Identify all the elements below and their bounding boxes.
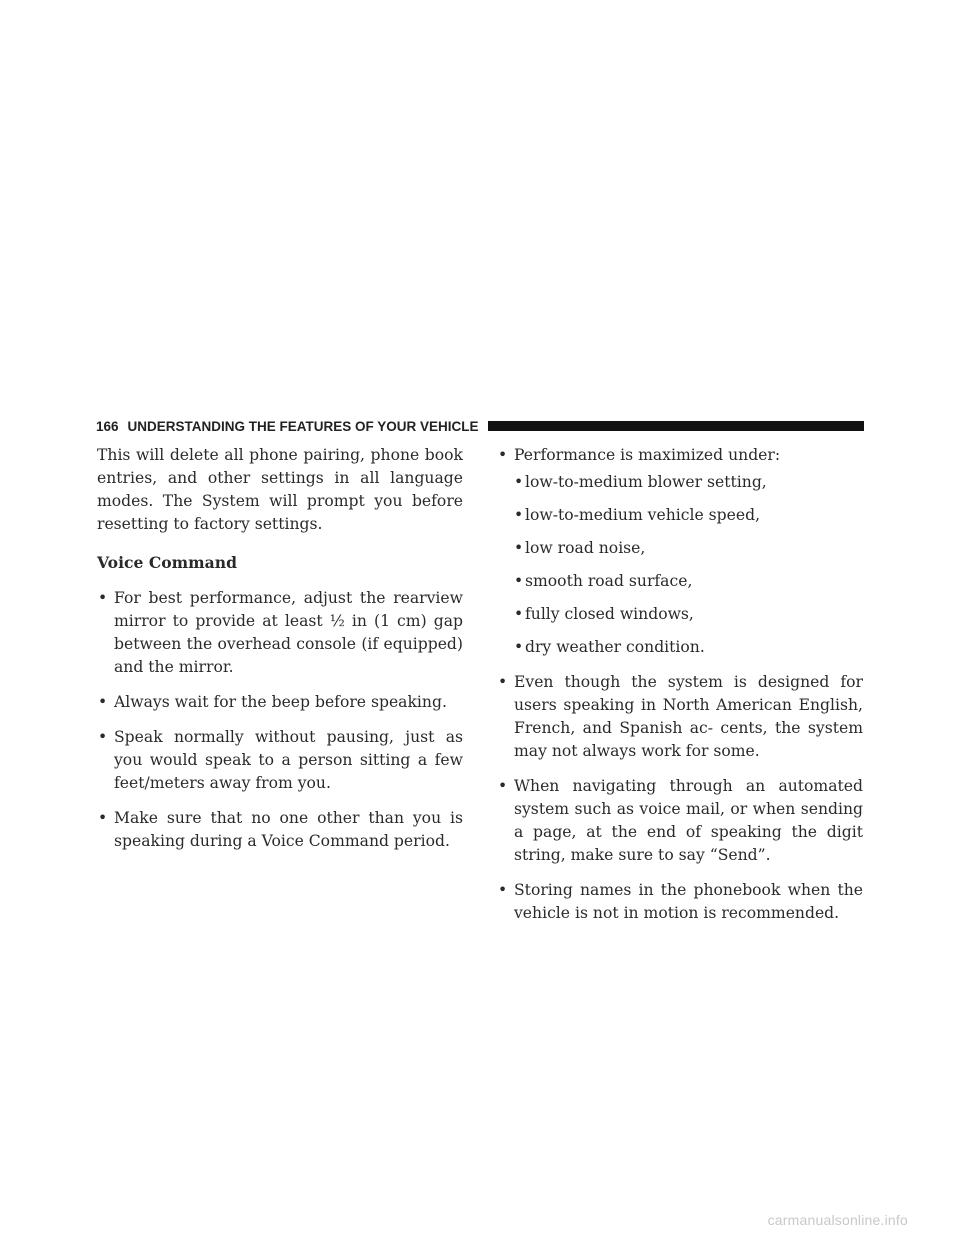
bullet-icon: • bbox=[98, 693, 108, 711]
list-item-text: For best performance, adjust the rearview mirror to provide at least ½ in (1 cm) gap between the overhead console (if equipped) and the mirror. bbox=[114, 589, 463, 676]
intro-paragraph: This will delete all phone pairing, phone book entries, and other settings in all language modes. The System will prompt you before resetting to factory settings. bbox=[97, 446, 463, 533]
bullet-icon: • bbox=[514, 473, 524, 491]
list-item-text: Make sure that no one other than you is speaking during a Voice Command period. bbox=[114, 809, 463, 850]
bullet-icon: • bbox=[98, 589, 108, 607]
page-number: 166 bbox=[96, 418, 119, 434]
bullet-icon: • bbox=[98, 809, 108, 827]
sub-list-item-text: fully closed windows, bbox=[525, 605, 694, 623]
list-item-text: Storing names in the phonebook when the vehicle is not in motion is recommended. bbox=[514, 881, 863, 922]
list-item-text: Speak normally without pausing, just as you would speak to a person sitting a few feet/meters away from you. bbox=[114, 728, 463, 792]
list-item bbox=[497, 879, 863, 925]
bullet-icon: • bbox=[498, 777, 508, 795]
header-rule bbox=[488, 421, 864, 431]
left-column bbox=[97, 444, 463, 865]
list-item bbox=[97, 691, 463, 714]
bullet-icon: • bbox=[514, 605, 524, 623]
list-item-text: When navigating through an automated system such as voice mail, or when sending a page, at the end of speaking the digit string, make sure to say “Send”. bbox=[514, 777, 863, 864]
watermark: carmanualsonline.info bbox=[767, 1212, 908, 1228]
section-title: UNDERSTANDING THE FEATURES OF YOUR VEHICLE bbox=[127, 418, 479, 434]
list-item bbox=[97, 587, 463, 679]
sub-list-item bbox=[514, 570, 863, 593]
bullet-icon: • bbox=[498, 881, 508, 899]
right-column bbox=[497, 444, 863, 937]
bullet-icon: • bbox=[514, 572, 524, 590]
bullet-icon: • bbox=[514, 539, 524, 557]
conditions-sublist bbox=[514, 471, 863, 659]
sub-list-item-text: low road noise, bbox=[525, 539, 646, 557]
list-item bbox=[497, 444, 863, 659]
tips-list bbox=[497, 444, 863, 925]
list-item-text: Even though the system is designed for users speaking in North American English, French, and Spanish ac- cents, the system may not always work for some. bbox=[514, 673, 863, 760]
sub-list-item bbox=[514, 537, 863, 560]
sub-list-item bbox=[514, 636, 863, 659]
list-item bbox=[497, 775, 863, 867]
sub-list-item-text: low-to-medium blower setting, bbox=[525, 473, 767, 491]
sub-list-item-text: smooth road surface, bbox=[525, 572, 693, 590]
voice-command-list bbox=[97, 587, 463, 853]
list-item bbox=[497, 671, 863, 763]
sub-list-item-text: low-to-medium vehicle speed, bbox=[525, 506, 761, 524]
list-item-text: Always wait for the beep before speaking. bbox=[114, 693, 447, 711]
list-item bbox=[97, 807, 463, 853]
sub-list-item bbox=[514, 471, 863, 494]
list-item-text: Performance is maximized under: bbox=[514, 446, 781, 464]
bullet-icon: • bbox=[514, 506, 524, 524]
bullet-icon: • bbox=[98, 728, 108, 746]
bullet-icon: • bbox=[498, 446, 508, 464]
bullet-icon: • bbox=[514, 638, 524, 656]
bullet-icon: • bbox=[498, 673, 508, 691]
voice-command-heading: Voice Command bbox=[97, 553, 237, 572]
list-item bbox=[97, 726, 463, 795]
page-header bbox=[96, 415, 864, 437]
sub-list-item-text: dry weather condition. bbox=[525, 638, 705, 656]
sub-list-item bbox=[514, 603, 863, 626]
sub-list-item bbox=[514, 504, 863, 527]
